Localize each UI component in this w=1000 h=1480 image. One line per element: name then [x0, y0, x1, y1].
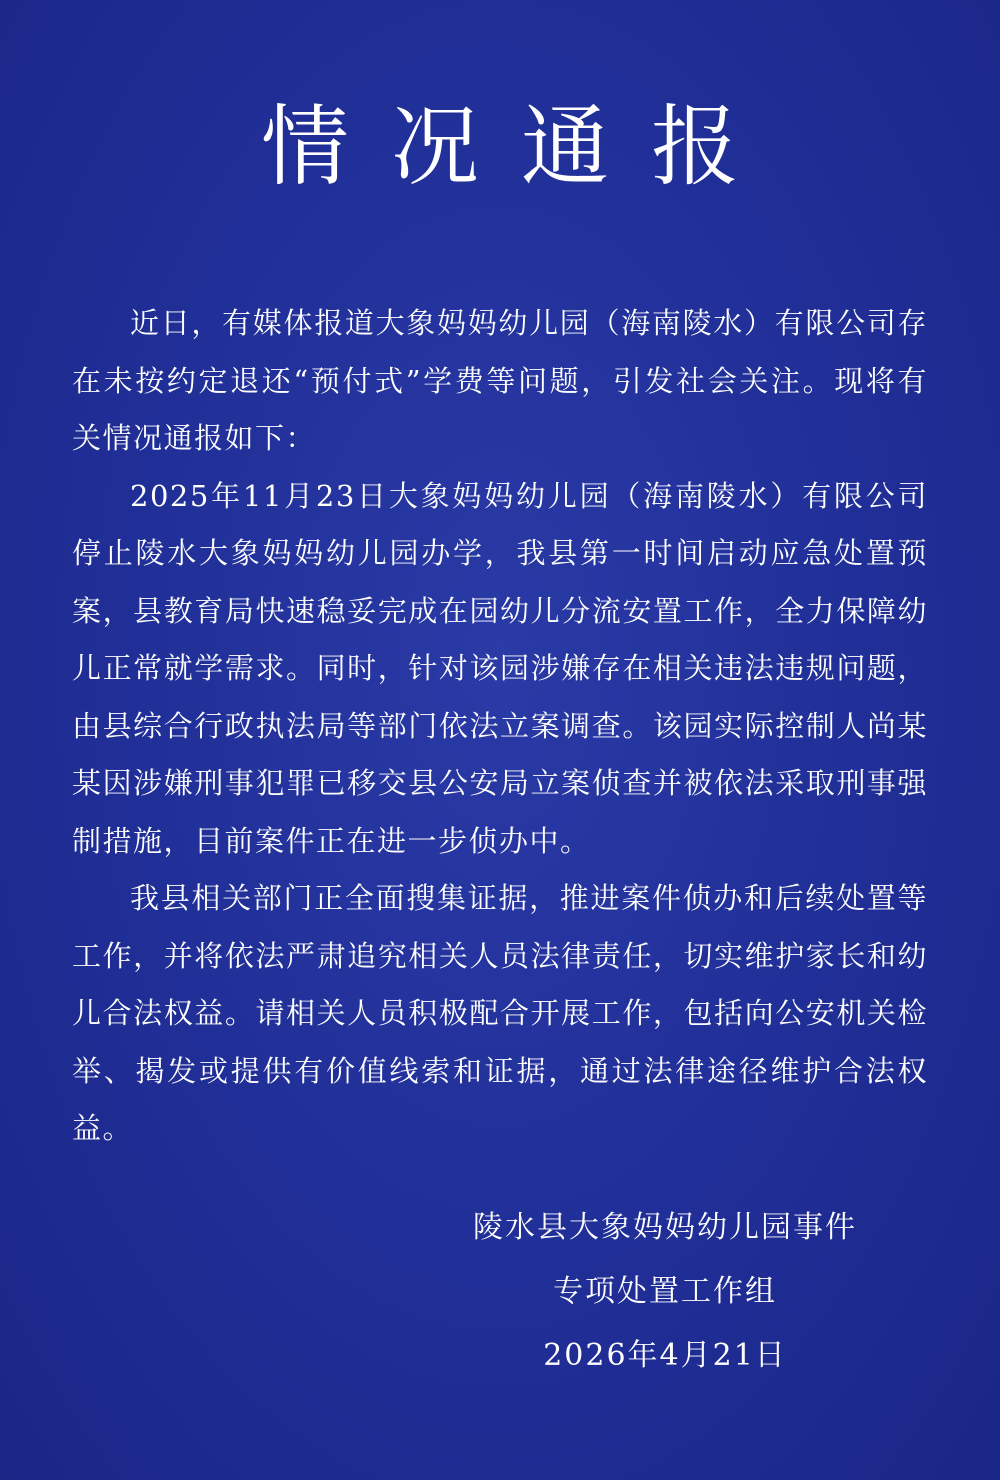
notice-body — [72, 295, 928, 1158]
notice-paragraph-3: 我县相关部门正全面搜集证据，推进案件侦办和后续处置等工作，并将依法严肃追究相关人员法律责任，切实维护家长和幼儿合法权益。请相关人员积极配合开展工作，包括向公安机关检举、揭发或提供有价值线索和证据，通过法律途径维护合法权益。 — [72, 881, 928, 1145]
notice-paragraph-1: 近日，有媒体报道大象妈妈幼儿园（海南陵水）有限公司存在未按约定退还“预付式”学费等问题，引发社会关注。现将有关情况通报如下： — [72, 306, 928, 455]
signature-date: 2026年4月21日 — [543, 1338, 787, 1373]
signature-organization: 陵水县大象妈妈幼儿园事件 — [473, 1210, 857, 1245]
notice-paragraph-2: 2025年11月23日大象妈妈幼儿园（海南陵水）有限公司停止陵水大象妈妈幼儿园办学，我县第一时间启动应急处置预案，县教育局快速稳妥完成在园幼儿分流安置工作，全力保障幼儿正常就学需求。同时，针对该园涉嫌存在相关违法违规问题，由县综合行政执法局等部门依法立案调查。该园实际控制人尚某某因涉嫌刑事犯罪已移交县公安局立案侦查并被依法采取刑事强制措施，目前案件正在进一步侦办中。 — [72, 478, 928, 858]
notice-title: 情况通报 — [260, 95, 781, 198]
signature-working-group: 专项处置工作组 — [553, 1274, 777, 1309]
